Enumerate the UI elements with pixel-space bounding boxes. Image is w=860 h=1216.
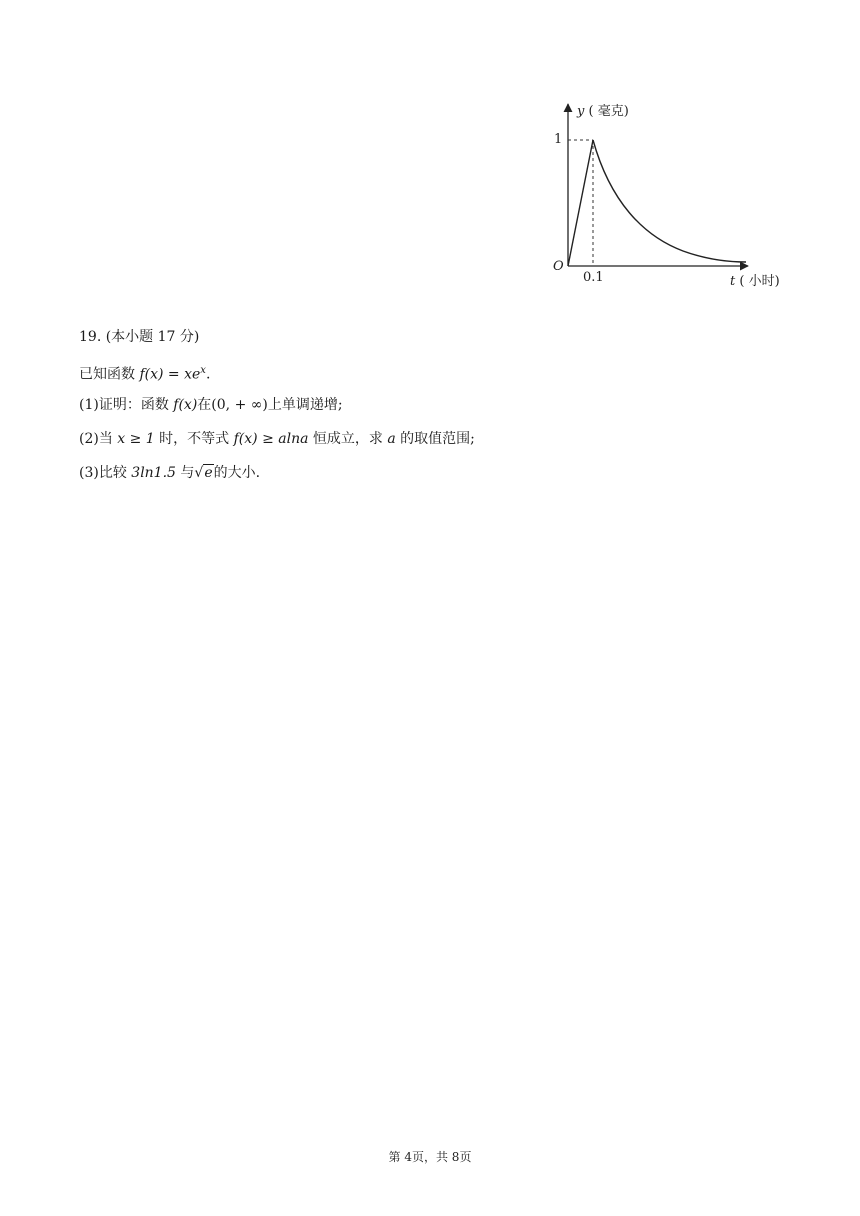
part1-func: f(x) bbox=[173, 397, 198, 413]
rising-segment bbox=[568, 140, 593, 266]
concentration-graph bbox=[548, 96, 798, 296]
part3-mid: 与 bbox=[175, 465, 195, 481]
part2-variable: a bbox=[387, 431, 396, 447]
x-tick-label: 0.1 bbox=[583, 270, 604, 285]
page-footer bbox=[0, 1148, 860, 1165]
part3-suffix: 的大小. bbox=[213, 465, 261, 481]
y-tick-label: 1 bbox=[554, 132, 563, 147]
part2-suffix: 的取值范围; bbox=[395, 431, 475, 447]
question-number bbox=[79, 326, 779, 360]
part-1 bbox=[79, 394, 779, 428]
given-line bbox=[79, 360, 779, 394]
given-func: f(x) bbox=[139, 366, 164, 383]
given-rhs: xe bbox=[184, 366, 201, 383]
part-2 bbox=[79, 428, 779, 462]
part2-condition: x ≥ 1 bbox=[117, 431, 155, 447]
y-axis-unit: ( 毫克) bbox=[588, 104, 629, 119]
given-suffix: . bbox=[205, 366, 211, 383]
given-eq: = bbox=[163, 366, 185, 383]
page-number: 第 4页，共 8页 bbox=[388, 1150, 472, 1164]
part1-mid: 在 bbox=[197, 397, 212, 413]
sqrt-symbol: √e bbox=[194, 465, 213, 481]
y-axis-label bbox=[577, 104, 629, 120]
part3-expression: 3ln1.5 bbox=[131, 465, 176, 481]
question-header: 19. (本小题 17 分) bbox=[79, 329, 200, 345]
x-axis-var: t bbox=[730, 274, 736, 289]
part1-interval: (0, + ∞) bbox=[211, 397, 268, 413]
given-rhs-exponent: x bbox=[200, 365, 206, 376]
given-prefix: 已知函数 bbox=[79, 366, 140, 383]
question-19 bbox=[79, 326, 779, 496]
part2-prefix: (2)当 bbox=[79, 431, 118, 447]
y-axis-var: y bbox=[577, 104, 585, 119]
part2-inequality: f(x) ≥ alna bbox=[233, 431, 309, 447]
x-axis-label bbox=[730, 274, 780, 290]
sqrt-argument: e bbox=[204, 465, 213, 481]
decay-curve bbox=[593, 140, 746, 262]
part2-mid: 时，不等式 bbox=[154, 431, 234, 447]
origin-label: O bbox=[553, 259, 564, 274]
part1-prefix: (1)证明：函数 bbox=[79, 397, 174, 413]
part-3 bbox=[79, 462, 779, 496]
part2-mid2: 恒成立，求 bbox=[308, 431, 388, 447]
graph-svg bbox=[548, 96, 798, 296]
part3-prefix: (3)比较 bbox=[79, 465, 132, 481]
x-axis-unit: ( 小时) bbox=[739, 274, 780, 289]
part1-suffix: 上单调递增; bbox=[267, 397, 343, 413]
